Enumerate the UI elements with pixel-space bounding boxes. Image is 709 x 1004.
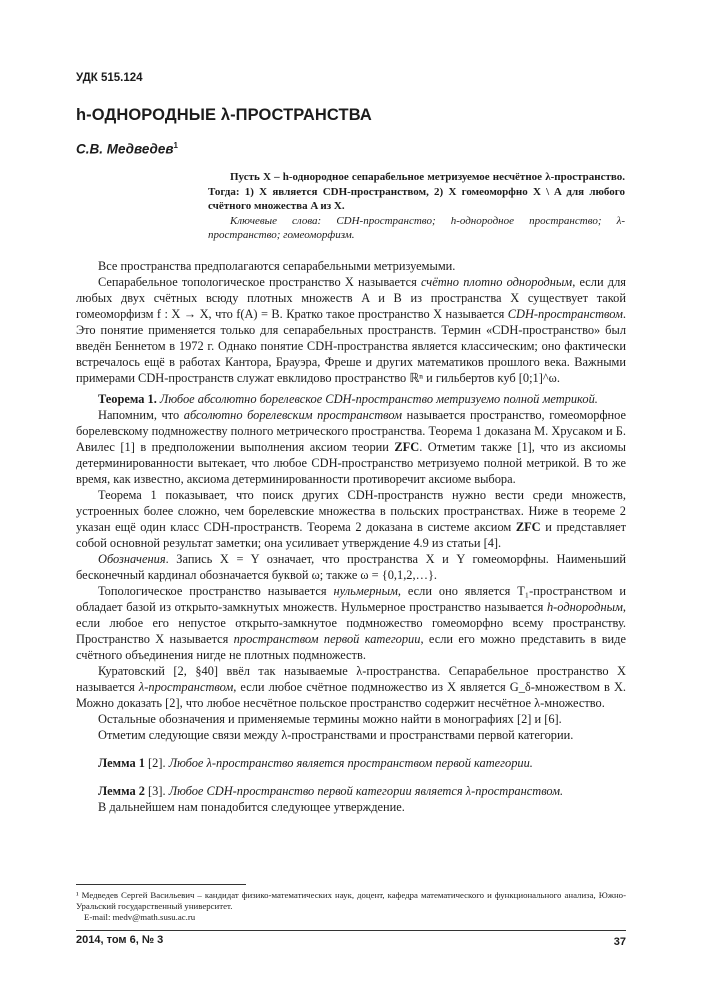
text-run: Сепарабельное топологическое пространство X называется [98,275,421,289]
text-run: , если оно является T₁-пространством и обладает базой из открыто-замкнутых множеств. Нульмерное пространство называется [76,584,626,614]
paragraph: Все пространства предполагаются сепарабельными метризуемыми. [98,259,456,273]
footnote-divider [76,884,246,885]
text-run: . Это понятие применяется только для сепарабельных пространств. Термин «CDH-пространство» был введён Беннетом в 1972 г. Однако понятие CDH-пространства является классическим; оно фактически встречалось ещё в работах Кантора, Брауэра, Фреше и других математиков прошлого века. Важными примерами CDH-пространств служат евклидово пространство ℝⁿ и гильбертов куб [0;1]^ω. [76,307,626,385]
lemma-statement: Любое CDH-пространство первой категории является λ-пространством. [168,784,564,798]
text-run: , если его можно представить в виде счётного объединения нигде не плотных подмножеств. [76,632,626,662]
keywords-label: Ключевые слова: [230,214,322,227]
text-run: Напомним, что [98,408,184,422]
theorem-statement: Любое абсолютно борелевское CDH-пространство метризуемо полной метрикой. [156,392,598,406]
lemma-label: Лемма 2 [98,784,145,798]
text-run: Теорема 1 показывает, что поиск других CDH-пространств нужно вести среди множеств, устроенных более сложно, чем борелевские множества в польских пространствах. Ниже в теореме 2 указан ещё один класс CDH-пространств. Теорема 2 доказана в системе аксиом [76,488,626,534]
term: Обозначения [98,552,166,566]
lemma-ref: [3]. [144,784,169,798]
paragraph: В дальнейшем нам понадобится следующее утверждение. [98,800,405,814]
paragraph [76,274,626,386]
text-run: и представляет собой основной результат заметки; она усиливает утверждение 4.9 из статьи [4]. [76,520,626,550]
zfc-label: ZFC [515,520,541,534]
term: счётно плотно однородным [420,275,573,289]
paragraph: Отметим следующие связи между λ-пространствами и пространствами первой категории. [98,728,574,742]
footer-divider [76,930,626,931]
zfc-label: ZFC [394,440,420,454]
article-title: h-ОДНОРОДНЫЕ λ-ПРОСТРАНСТВА [76,106,372,124]
footnote-marker: 1 [173,141,178,150]
author-name: С.В. Медведев [76,141,174,157]
theorem-1 [76,391,626,407]
paragraph [76,663,626,711]
lemma-label: Лемма 1 [98,756,145,770]
term: пространством первой категории [233,632,421,646]
abstract [208,170,625,243]
lemma-2 [76,783,626,799]
lemma-ref: [2]. [144,756,169,770]
term: CDH-пространством [507,307,623,321]
footnote [76,890,626,923]
paragraph [76,407,626,487]
term: нульмерным [333,584,398,598]
text-run: , если любое его непустое открыто-замкнутое подмножество гомеоморфно всему пространству. Пространство X называется [76,600,626,646]
term: абсолютно борелевским пространством [183,408,403,422]
paragraph [76,551,626,583]
article-body [76,258,626,815]
term: h-однородным [546,600,623,614]
udk-code: УДК 515.124 [76,72,143,84]
page-number: 37 [613,936,626,948]
keywords-list: CDH-пространство; h-однородное пространство; λ-пространство; гомеоморфизм. [208,214,626,241]
abstract-text: Пусть X – h-однородное сепарабельное метризуемое несчётное λ-пространство. Тогда: 1) X является CDH-пространством, 2) X гомеоморфно X \ A для любого счётного множества A из X. [208,171,625,212]
journal-issue: 2014, том 6, № 3 [76,934,164,946]
paragraph [76,487,626,551]
text-run: , если для любых двух счётных всюду плотных множеств A и B из пространства X существует такой гомеоморфизм f : X → X, что f(A) = B. Кратко такое пространство X называется [76,275,626,321]
theorem-label: Теорема 1. [98,392,157,406]
term: λ-пространством [138,680,234,694]
lemma-1 [76,755,626,771]
paragraph [76,583,626,663]
text-run: , если любое счётное подмножество из X является G_δ-множеством в X. Можно доказать [2], что любое несчётное польское пространство содержит несчётное λ-множество. [76,680,626,710]
text-run: Куратовский [2, §40] ввёл так называемые λ-пространства. Сепарабельное пространство X называется [76,664,626,694]
lemma-statement: Любое λ-пространство является пространством первой категории. [168,756,533,770]
footnote-author: ¹ Медведев Сергей Васильевич – кандидат физико-математических наук, доцент, кафедра математического и функционального анализа, Южно-Уральский государственный университет. [76,890,626,911]
text-run: . Отметим также [1], что из аксиомы детерминированности вытекает, что любое CDH-пространство метризуемо полной метрикой. В то же время, как известно, аксиома детерминированности противоречит аксиоме выбора. [76,440,626,486]
text-run: называется пространство, гомеоморфное борелевскому подмножеству полного метрического пространства. Теорема 1 доказана М. Хрусаком и Б. Авилес [1] в предположении выполнения аксиом теории [76,408,627,454]
keywords [208,214,625,243]
footnote-email: E-mail: medv@math.susu.ac.ru [84,912,196,922]
text-run: . Запись X = Y означает, что пространства X и Y гомеоморфны. Наименьший бесконечный кардинал обозначается буквой ω; также ω = {0,1,2,…}. [76,552,626,582]
text-run: Топологическое пространство называется [98,584,334,598]
paragraph: Остальные обозначения и применяемые термины можно найти в монографиях [2] и [6]. [98,712,562,726]
author-line [76,141,178,157]
